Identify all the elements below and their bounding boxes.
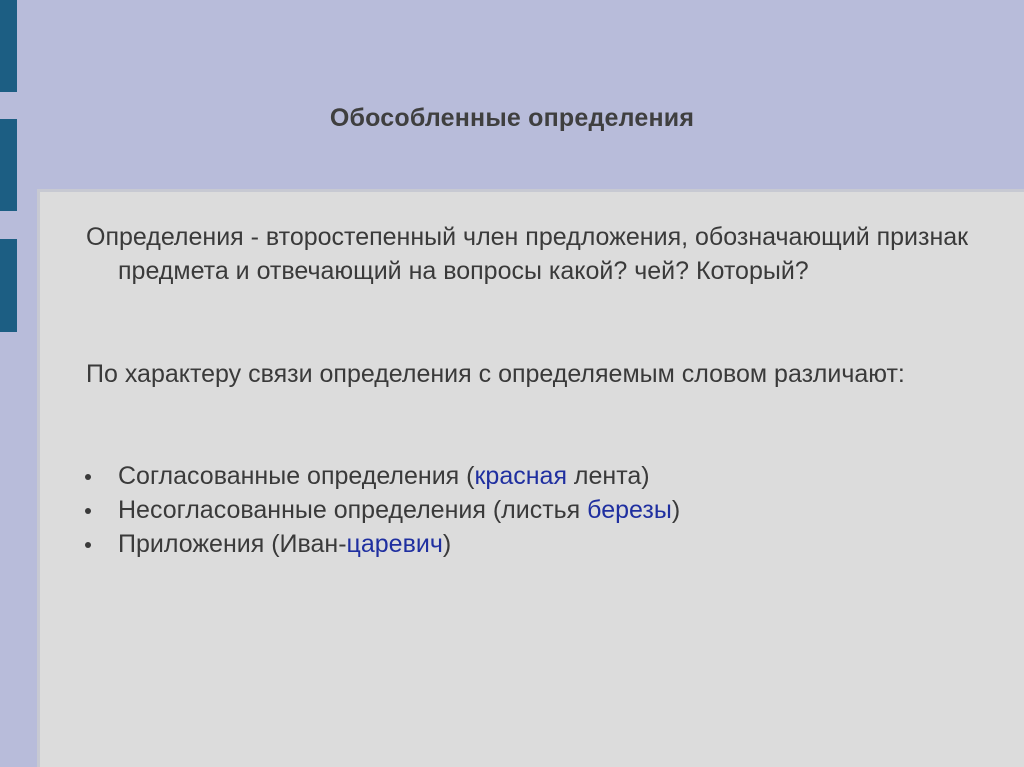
list-item (84, 459, 680, 493)
bullet-icon (85, 474, 91, 480)
accent-bar-bottom (0, 239, 17, 332)
accent-bar-top (0, 0, 17, 92)
list-item-text: лента) (566, 462, 650, 490)
list-item-highlight: царевич (346, 530, 443, 558)
list-item (84, 527, 680, 561)
list-item-text: Согласованные определения ( (118, 462, 475, 490)
list-item (84, 493, 680, 527)
list-item-highlight: березы (587, 496, 672, 524)
definition-types-list (84, 459, 680, 561)
bullet-icon (85, 508, 91, 514)
slide-title: Обособленные определения (329, 104, 695, 132)
list-item-text: Приложения (Иван- (118, 530, 347, 558)
list-item-text: Несогласованные определения (листья (118, 496, 588, 524)
classification-paragraph: По характеру связи определения с определяемым словом различают: (86, 360, 905, 388)
list-item-highlight: красная (474, 462, 567, 490)
list-item-text: ) (671, 496, 681, 524)
bullet-icon (85, 542, 91, 548)
definition-paragraph: Определения - второстепенный член предложения, обозначающий признак предмета и отвечающий на вопросы какой? чей? Который? (86, 223, 969, 285)
list-item-text: ) (442, 530, 452, 558)
